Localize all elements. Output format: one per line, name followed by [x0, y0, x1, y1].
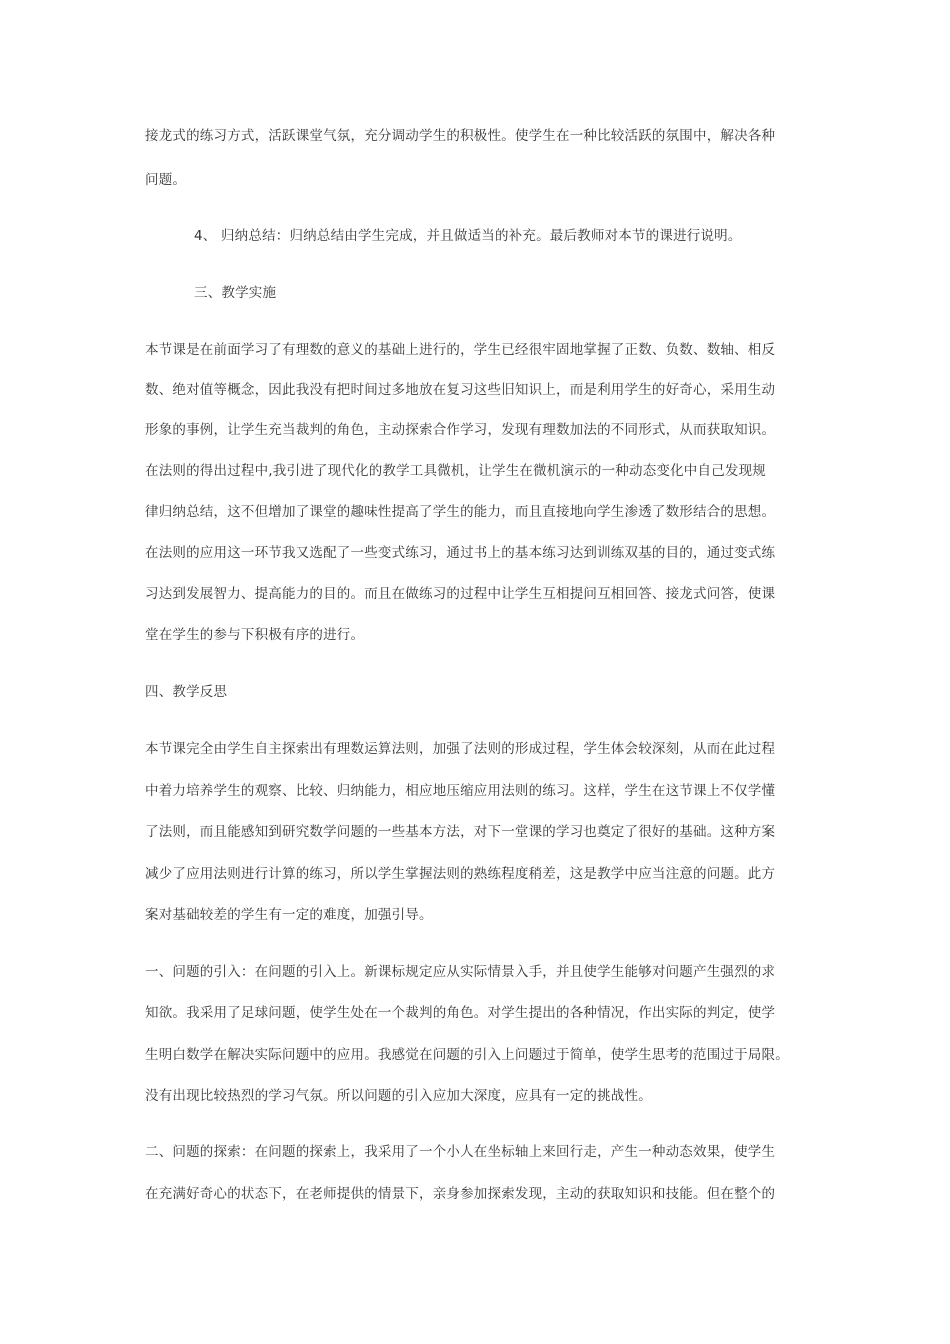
paragraph-line: 本节课完全由学生自主探索出有理数运算法则，加强了法则的形成过程，学生体会较深刻，从而在此过程 — [145, 741, 776, 757]
paragraph-line: 中着力培养学生的观察、比较、归纳能力，相应地压缩应用法则的练习。这样，学生在这节课上不仅学懂 — [145, 783, 776, 799]
paragraph-line: 习达到发展智力、提高能力的目的。而且在做练习的过程中让学生互相提问互相回答、接龙式问答，使课 — [145, 586, 776, 602]
paragraph-line: 知欲。我采用了足球问题，使学生处在一个裁判的角色。对学生提出的各种情况，作出实际的判定，使学 — [145, 1005, 776, 1021]
paragraph-line: 本节课是在前面学习了有理数的意义的基础上进行的，学生已经很牢固地掌握了正数、负数、数轴、相反 — [145, 342, 776, 358]
paragraph-line: 了法则，而且能感知到研究数学问题的一些基本方法，对下一堂课的学习也奠定了很好的基础。这种方案 — [145, 824, 776, 840]
paragraph-line: 一、问题的引入：在问题的引入上。新课标规定应从实际情景入手，并且使学生能够对问题产生强烈的求 — [145, 964, 776, 980]
paragraph-line: 形象的事例，让学生充当裁判的角色，主动探索合作学习，发现有理数加法的不同形式，从而获取知识。 — [145, 422, 776, 438]
paragraph-line: 没有出现比较热烈的学习气氛。所以问题的引入应加大深度，应具有一定的挑战性。 — [145, 1088, 652, 1104]
paragraph-line: 减少了应用法则进行计算的练习，所以学生掌握法则的熟练程度稍差，这是教学中应当注意的问题。此方 — [145, 866, 776, 882]
paragraph-line: 接龙式的练习方式，活跃课堂气氛，充分调动学生的积极性。使学生在一种比较活跃的氛围中，解决各种 — [145, 128, 776, 144]
section-heading-3: 三、教学实施 — [194, 285, 277, 301]
list-item-4: 4、 归纳总结：归纳总结由学生完成，并且做适当的补充。最后教师对本节的课进行说明。 — [194, 228, 742, 244]
paragraph-line: 问题。 — [145, 172, 187, 188]
paragraph-line: 律归纳总结，这不但增加了课堂的趣味性提高了学生的能力，而且直接地向学生渗透了数形结合的思想。 — [145, 504, 776, 520]
paragraph-line: 在充满好奇心的状态下，在老师提供的情景下，亲身参加探索发现，主动的获取知识和技能。但在整个的 — [145, 1186, 776, 1202]
paragraph-line: 二、问题的探索：在问题的探索上，我采用了一个小人在坐标轴上来回行走，产生一种动态效果，使学生 — [145, 1144, 776, 1160]
paragraph-line: 生明白数学在解决实际问题中的应用。我感觉在问题的引入上问题过于简单，使学生思考的范围过于局限。 — [145, 1047, 789, 1063]
paragraph-line: 案对基础较差的学生有一定的难度，加强引导。 — [145, 907, 433, 923]
paragraph-line: 在法则的得出过程中,我引进了现代化的教学工具微机，让学生在微机演示的一种动态变化中自己发现规 — [145, 463, 766, 479]
paragraph-line: 堂在学生的参与下积极有序的进行。 — [145, 627, 365, 643]
section-heading-4: 四、教学反思 — [145, 684, 228, 700]
paragraph-line: 在法则的应用这一环节我又选配了一些变式练习，通过书上的基本练习达到训练双基的目的，通过变式练 — [145, 545, 776, 561]
paragraph-line: 数、绝对值等概念，因此我没有把时间过多地放在复习这些旧知识上，而是利用学生的好奇心，采用生动 — [145, 382, 776, 398]
